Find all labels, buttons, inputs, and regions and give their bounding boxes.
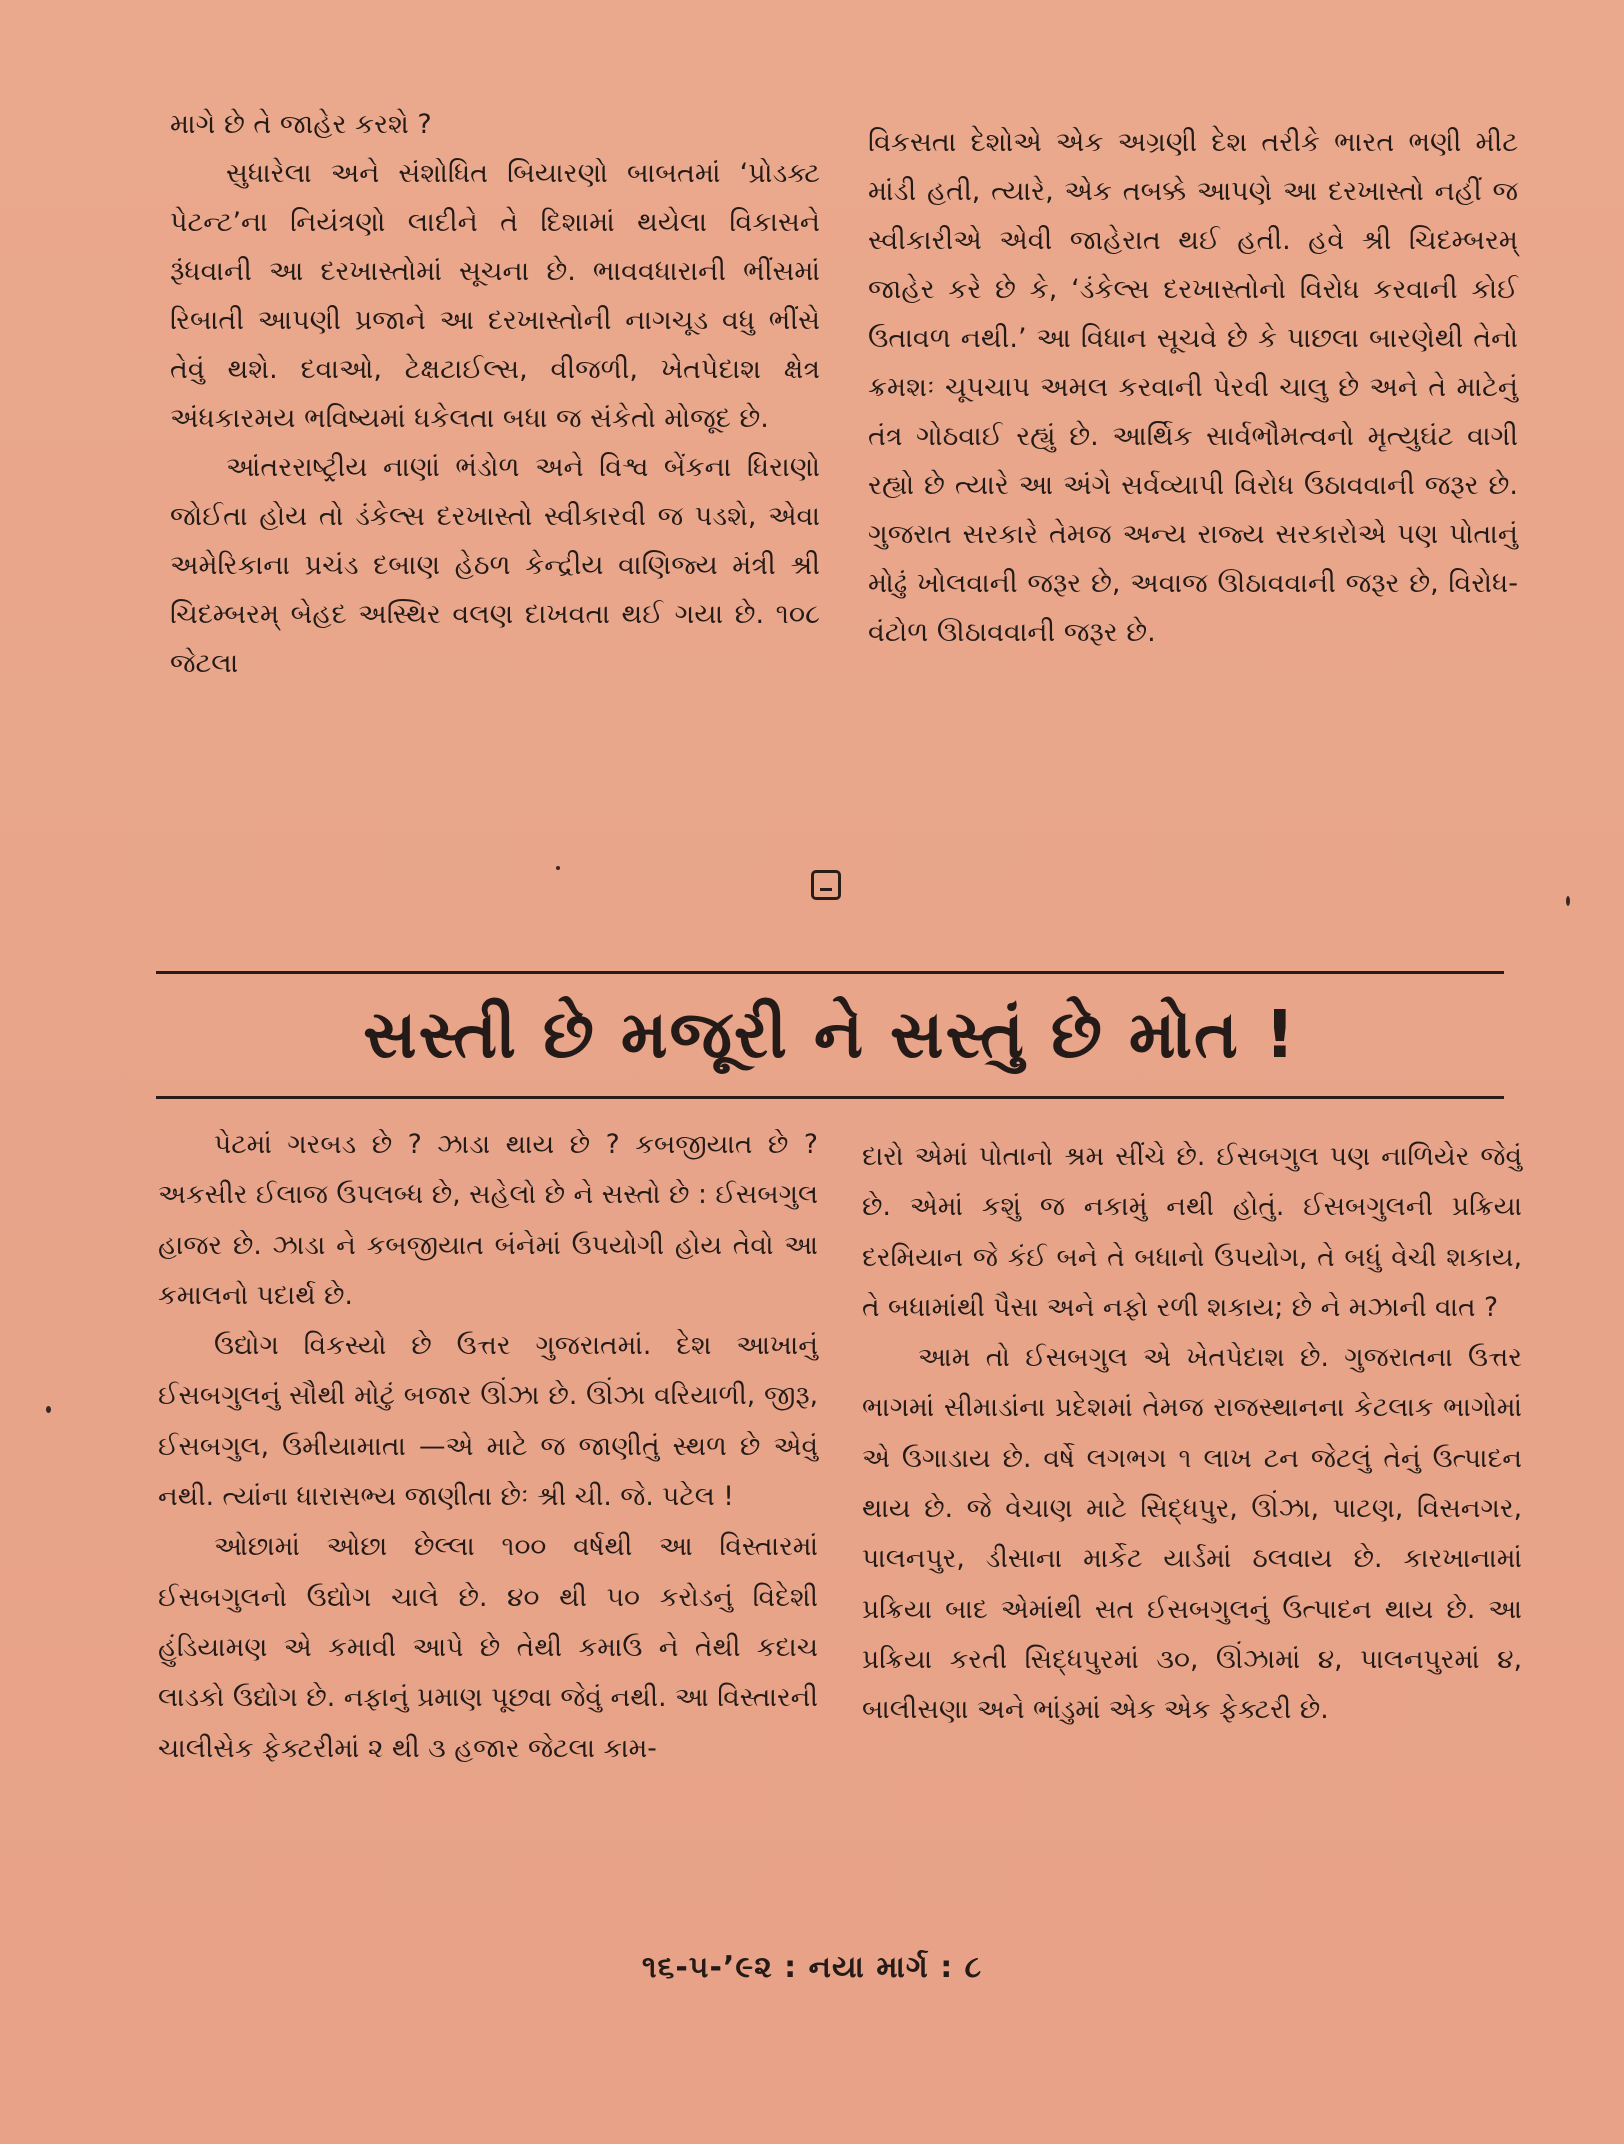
section-end-icon	[811, 870, 841, 900]
paragraph: સુધારેલા અને સંશોધિત બિયારણો બાબતમાં ‘પ્રોડક્ટ પેટન્ટ’ના નિયંત્રણો લાદીને તે દિશામાં થયેલા વિકાસને રૂંધવાની આ દરખાસ્તોમાં સૂચના છે. ભાવવધારાની ભીંસમાં રિબાતી આપણી પ્રજાને આ દરખાસ્તોની નાગચૂડ વધુ ભીંસે તેવું થશે. દવાઓ, ટેક્ષટાઈલ્સ, વીજળી, ખેતપેદાશ ક્ષેત્ર અંધકારમય ભવિષ્યમાં ધકેલતા બધા જ સંકેતો મોજૂદ છે.	[170, 158, 820, 434]
print-speck	[1566, 896, 1570, 906]
paragraph: વિકસતા દેશોએ એક અગ્રણી દેશ તરીકે ભારત ભણી મીટ માંડી હતી, ત્યારે, એક તબક્કે આપણે આ દરખાસ્તો નહીં જ સ્વીકારીએ એવી જાહેરાત થઈ હતી. હવે શ્રી ચિદમ્બરમ્ જાહેર કરે છે કે, ‘ડંકેલ્સ દરખાસ્તોનો વિરોધ કરવાની કોઈ ઉતાવળ નથી.’ આ વિધાન સૂચવે છે કે પાછલા બારણેથી તેનો ક્રમશઃ ચૂપચાપ અમલ કરવાની પેરવી ચાલુ છે અને તે માટેનું તંત્ર ગોઠવાઈ રહ્યું છે. આર્થિક સાર્વભૌમત્વનો મૃત્યુઘંટ વાગી રહ્યો છે ત્યારે આ અંગે સર્વવ્યાપી વિરોધ ઉઠાવવાની જરૂર છે. ગુજરાત સરકારે તેમજ અન્ય રાજ્ય સરકારોએ પણ પોતાનું મોઢું ખોલવાની જરૂર છે, અવાજ ઊઠાવવાની જરૂર છે, વિરોધ-વંટોળ ઊઠાવવાની જરૂર છે.	[868, 127, 1518, 648]
paragraph: દારો એમાં પોતાનો શ્રમ સીંચે છે. ઈસબગુલ પણ નાળિયેર જેવું છે. એમાં કશું જ નકામું નથી હોતું. ઈસબગુલની પ્રક્રિયા દરમિયાન જે કંઈ બને તે બધાનો ઉપયોગ, તે બધું વેચી શકાય, તે બધામાંથી પૈસા અને નફો રળી શકાય; છે ને મઝાની વાત ?	[862, 1141, 1522, 1323]
print-speck	[46, 1406, 51, 1413]
paragraph: ઉદ્યોગ વિકસ્યો છે ઉત્તર ગુજરાતમાં. દેશ આખાનું ઈસબગુલનું સૌથી મોટું બજાર ઊંઝા છે. ઊંઝા વરિયાળી, જીરૂ, ઈસબગુલ, ઉમીયામાતા —એ માટે જ જાણીતું સ્થળ છે એવું નથી. ત્યાંના ધારાસભ્ય જાણીતા છેઃ શ્રી ચી. જે. પટેલ !	[158, 1330, 818, 1513]
paragraph: પેટમાં ગરબડ છે ? ઝાડા થાય છે ? કબજીયાત છે ? અકસીર ઈલાજ ઉપલબ્ધ છે, સહેલો છે ને સસ્તો છે : ઈસબગુલ હાજર છે. ઝાડા ને કબજીયાત બંનેમાં ઉપયોગી હોય તેવો આ કમાલનો પદાર્થ છે.	[158, 1129, 818, 1311]
article-headline: સસ્તી છે મજૂરી ને સસ્તું છે મોત !	[363, 996, 1297, 1073]
paragraph: આંતરરાષ્ટ્રીય નાણાં ભંડોળ અને વિશ્વ બેંકના ધિરાણો જોઈતા હોય તો ડંકેલ્સ દરખાસ્તો સ્વીકારવી જ પડશે, એવા અમેરિકાના પ્રચંડ દબાણ હેઠળ કેન્દ્રીય વાણિજ્ય મંત્રી શ્રી ચિદમ્બરમ્ બેહદ અસ્થિર વલણ દાખવતા થઈ ગયા છે. ૧૦૮ જેટલા	[170, 452, 820, 679]
headline-rule-top	[156, 971, 1504, 974]
paragraph: માગે છે તે જાહેર કરશે ?	[170, 109, 432, 140]
paragraph: ઓછામાં ઓછા છેલ્લા ૧૦૦ વર્ષથી આ વિસ્તારમાં ઈસબગુલનો ઉદ્યોગ ચાલે છે. ૪૦ થી ૫૦ કરોડનું વિદેશી હુંડિયામણ એ કમાવી આપે છે તેથી કમાઉ ને તેથી કદાચ લાડકો ઉદ્યોગ છે. નફાનું પ્રમાણ પૂછવા જેવું નથી. આ વિસ્તારની ચાલીસેક ફેક્ટરીમાં ૨ થી ૩ હજાર જેટલા કામ-	[158, 1531, 818, 1764]
article-column-top-right	[868, 118, 1518, 657]
article-column-bottom-left	[158, 1120, 818, 1774]
headline-rule-bottom	[156, 1096, 1504, 1099]
page-footer: ૧૬-૫-’૯૨ : નયા માર્ગ : ૮	[641, 1950, 983, 1985]
article-column-bottom-right	[862, 1132, 1522, 1736]
print-speck	[556, 866, 560, 870]
paragraph: આમ તો ઈસબગુલ એ ખેતપેદાશ છે. ગુજરાતના ઉત્તર ભાગમાં સીમાડાંના પ્રદેશમાં તેમજ રાજસ્થાનના કેટલાક ભાગોમાં એ ઉગાડાય છે. વર્ષે લગભગ ૧ લાખ ટન જેટલું તેનું ઉત્પાદન થાય છે. જે વેચાણ માટે સિદ્ધપુર, ઊંઝા, પાટણ, વિસનગર, પાલનપુર, ડીસાના માર્કેટ યાર્ડમાં ઠલવાય છે. કારખાનામાં પ્રક્રિયા બાદ એમાંથી સત ઈસબગુલનું ઉત્પાદન થાય છે. આ પ્રક્રિયા કરતી સિદ્ધપુરમાં ૩૦, ઊંઝામાં ૪, પાલનપુરમાં ૪, બાલીસણા અને ભાંડુમાં એક એક ફેક્ટરી છે.	[862, 1342, 1522, 1726]
article-column-top-left	[170, 100, 820, 688]
